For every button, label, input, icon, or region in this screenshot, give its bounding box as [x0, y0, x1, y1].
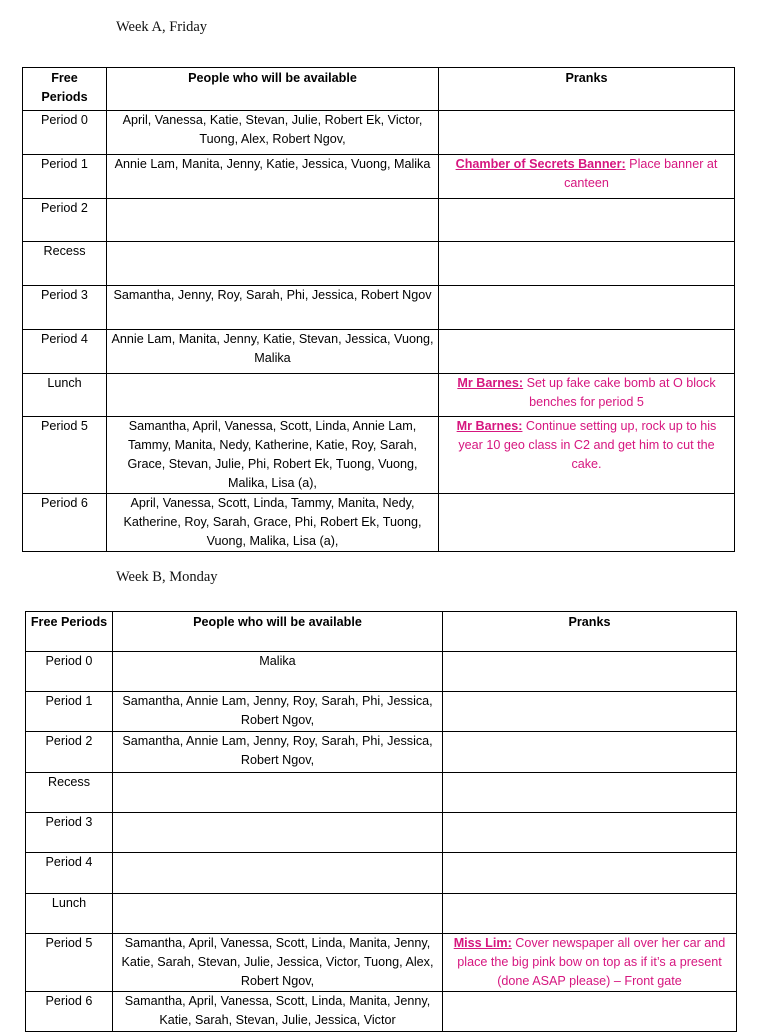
people-cell: Samantha, Jenny, Roy, Sarah, Phi, Jessica, Robert Ngov	[107, 286, 439, 330]
people-cell	[107, 242, 439, 286]
period-cell: Period 2	[26, 732, 113, 773]
header-pranks: Pranks	[439, 68, 735, 111]
period-cell: Period 6	[23, 494, 107, 552]
prank-cell	[439, 330, 735, 374]
table-row	[26, 992, 737, 1032]
people-cell: Samantha, April, Vanessa, Scott, Linda, Manita, Jenny, Katie, Sarah, Stevan, Julie, Jessica, Victor	[113, 992, 443, 1032]
people-cell: Samantha, April, Vanessa, Scott, Linda, Manita, Jenny, Katie, Sarah, Stevan, Julie, Jessica, Victor, Tuong, Alex, Robert Ngov,	[113, 934, 443, 992]
prank-cell	[439, 417, 735, 494]
people-cell	[113, 894, 443, 934]
week-b-table	[25, 611, 737, 1032]
header-people: People who will be available	[113, 612, 443, 652]
table-row	[23, 417, 735, 494]
period-cell: Period 2	[23, 199, 107, 242]
prank-title: Mr Barnes:	[456, 419, 523, 433]
week-a-heading: Week A, Friday	[116, 19, 208, 35]
table-row	[23, 199, 735, 242]
header-free-periods: Free Periods	[23, 68, 107, 111]
people-cell: Samantha, April, Vanessa, Scott, Linda, Annie Lam, Tammy, Manita, Nedy, Katherine, Katie, Roy, Sarah, Grace, Stevan, Julie, Phi, Robert Ek, Tuong, Vuong, Malika, Lisa (a),	[107, 417, 439, 494]
table-row	[23, 111, 735, 155]
table-row	[26, 894, 737, 934]
prank-cell	[443, 692, 737, 732]
week-b-heading: Week B, Monday	[116, 569, 218, 585]
people-cell	[113, 773, 443, 813]
prank-cell	[443, 652, 737, 692]
table-row	[26, 692, 737, 732]
table-row	[26, 813, 737, 853]
table-row	[26, 773, 737, 813]
period-cell: Period 5	[23, 417, 107, 494]
prank-cell	[439, 199, 735, 242]
header-people: People who will be available	[107, 68, 439, 111]
people-cell: April, Vanessa, Scott, Linda, Tammy, Manita, Nedy, Katherine, Roy, Sarah, Grace, Phi, Robert Ek, Tuong, Vuong, Malika, Lisa (a),	[107, 494, 439, 552]
period-cell: Period 3	[23, 286, 107, 330]
people-cell	[107, 199, 439, 242]
prank-title: Mr Barnes:	[457, 376, 524, 390]
period-cell: Period 3	[26, 813, 113, 853]
period-cell: Period 0	[23, 111, 107, 155]
week-a-table	[22, 67, 735, 552]
table-row	[26, 732, 737, 773]
people-cell: Samantha, Annie Lam, Jenny, Roy, Sarah, Phi, Jessica, Robert Ngov,	[113, 732, 443, 773]
prank-cell	[439, 242, 735, 286]
table-row	[23, 242, 735, 286]
people-cell: Malika	[113, 652, 443, 692]
header-free-periods: Free Periods	[26, 612, 113, 652]
prank-cell	[439, 374, 735, 417]
prank-cell	[443, 894, 737, 934]
period-cell: Period 4	[23, 330, 107, 374]
table-header-row	[26, 612, 737, 652]
prank-cell	[443, 813, 737, 853]
table-row	[26, 652, 737, 692]
prank-cell	[443, 853, 737, 894]
table-row	[23, 330, 735, 374]
table-row	[23, 155, 735, 199]
period-cell: Period 6	[26, 992, 113, 1032]
period-cell: Lunch	[23, 374, 107, 417]
table-row	[26, 934, 737, 992]
prank-cell	[443, 992, 737, 1032]
period-cell: Period 4	[26, 853, 113, 894]
people-cell	[107, 374, 439, 417]
period-cell: Period 0	[26, 652, 113, 692]
table-row	[26, 853, 737, 894]
people-cell: Samantha, Annie Lam, Jenny, Roy, Sarah, Phi, Jessica, Robert Ngov,	[113, 692, 443, 732]
table-row	[23, 286, 735, 330]
prank-text: Place banner at canteen	[564, 157, 718, 190]
period-cell: Recess	[23, 242, 107, 286]
period-cell: Period 5	[26, 934, 113, 992]
prank-cell	[439, 286, 735, 330]
period-cell: Lunch	[26, 894, 113, 934]
prank-text: Set up fake cake bomb at O block benches for period 5	[523, 376, 716, 409]
prank-cell	[439, 111, 735, 155]
prank-cell	[443, 934, 737, 992]
prank-title: Chamber of Secrets Banner:	[455, 157, 626, 171]
prank-cell	[439, 494, 735, 552]
period-cell: Recess	[26, 773, 113, 813]
people-cell: Annie Lam, Manita, Jenny, Katie, Jessica, Vuong, Malika	[107, 155, 439, 199]
people-cell	[113, 813, 443, 853]
prank-cell	[443, 732, 737, 773]
period-cell: Period 1	[26, 692, 113, 732]
prank-cell	[443, 773, 737, 813]
prank-text: Cover newspaper all over her car and place the big pink bow on top as if it’s a present (done ASAP please) – Front gate	[457, 936, 726, 988]
prank-title: Miss Lim:	[453, 936, 512, 950]
table-row	[23, 374, 735, 417]
people-cell: Annie Lam, Manita, Jenny, Katie, Stevan, Jessica, Vuong, Malika	[107, 330, 439, 374]
people-cell: April, Vanessa, Katie, Stevan, Julie, Robert Ek, Victor, Tuong, Alex, Robert Ngov,	[107, 111, 439, 155]
period-cell: Period 1	[23, 155, 107, 199]
header-pranks: Pranks	[443, 612, 737, 652]
prank-cell	[439, 155, 735, 199]
people-cell	[113, 853, 443, 894]
table-header-row	[23, 68, 735, 111]
prank-text: Continue setting up, rock up to his year 10 geo class in C2 and get him to cut the cake.	[458, 419, 717, 471]
table-row	[23, 494, 735, 552]
